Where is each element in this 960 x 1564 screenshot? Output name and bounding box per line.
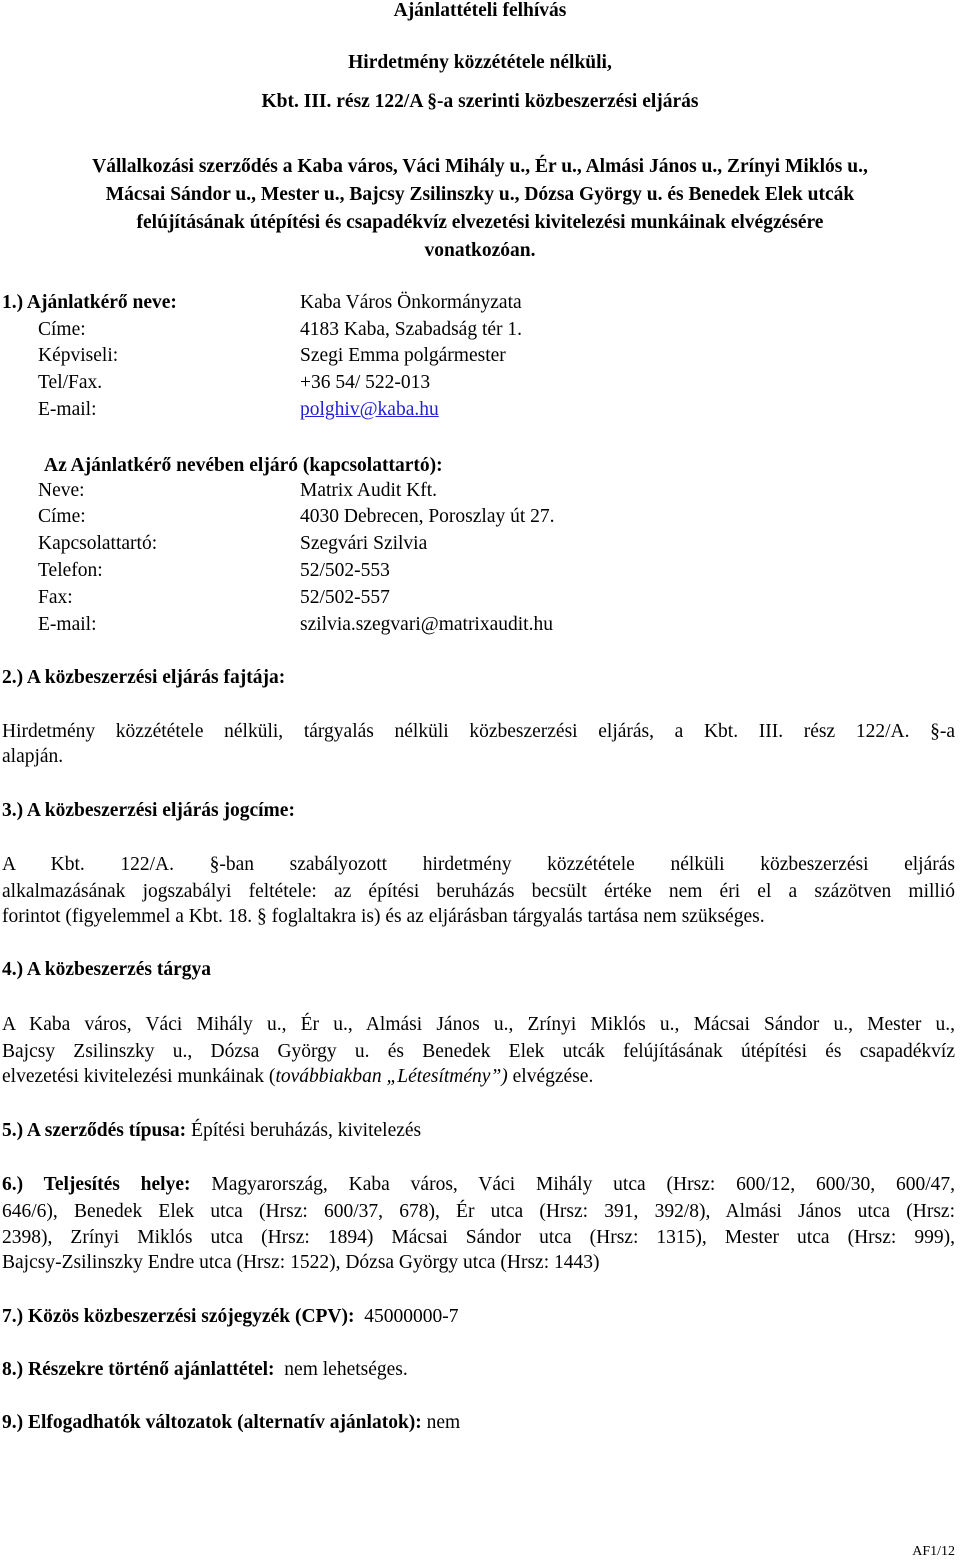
section-4-line-3-start: elvezetési kivitelezési munkáinak ( xyxy=(2,1066,276,1087)
section-3-line-3: forintot (figyelemmel a Kbt. 18. § foglaltakra is) és az eljárásban tárgyalás tartása nem szükséges. xyxy=(2,906,765,927)
section-5-heading: 5.) A szerződés típusa: xyxy=(2,1120,187,1141)
representative-value: Szegi Emma polgármester xyxy=(300,345,506,366)
section-6-line-4: Bajcsy-Zsilinszky Endre utca (Hrsz: 1522), Dózsa György utca (Hrsz: 1443) xyxy=(2,1252,600,1273)
section-6-line-2: 646/6), Benedek Elek utca (Hrsz: 600/37, 678), Ér utca (Hrsz: 391, 392/8), Almási János utca (Hrsz: xyxy=(2,1201,955,1222)
section-2-heading: 2.) A közbeszerzési eljárás fajtája: xyxy=(2,667,286,688)
section-6-line-1 xyxy=(2,1172,955,1199)
subject-line-1: Vállalkozási szerződés a Kaba város, Váci Mihály u., Ér u., Almási János u., Zrínyi Miklós u., xyxy=(92,156,868,177)
section-4-line-3 xyxy=(2,1066,593,1088)
document-title: Ajánlattételi felhívás xyxy=(393,0,567,21)
section-7-heading: 7.) Közös közbeszerzési szójegyzék (CPV): xyxy=(2,1306,355,1327)
section-4-line-3-italic: továbbiakban „Létesítmény”) xyxy=(275,1066,508,1087)
contact-address-value: 4030 Debrecen, Poroszlay út 27. xyxy=(300,506,555,527)
contact-fax-label: Fax: xyxy=(38,587,73,608)
contact-email-value: szilvia.szegvari@matrixaudit.hu xyxy=(300,614,553,635)
section-7-value: 45000000-7 xyxy=(354,1306,459,1327)
contact-address-label: Címe: xyxy=(38,506,86,527)
contact-heading: Az Ajánlatkérő nevében eljáró (kapcsolattartó): xyxy=(44,455,443,476)
email-label: E-mail: xyxy=(38,399,97,420)
section-8-heading: 8.) Részekre történő ajánlattétel: xyxy=(2,1359,275,1380)
section-2-line-2: alapján. xyxy=(2,746,64,767)
section-4-line-1: A Kaba város, Váci Mihály u., Ér u., Almási János u., Zrínyi Miklós u., Mácsai Sándor u., Mester u., xyxy=(2,1014,955,1035)
contact-phone-label: Telefon: xyxy=(38,560,103,581)
address-value: 4183 Kaba, Szabadság tér 1. xyxy=(300,319,523,340)
email-link[interactable]: polghiv@kaba.hu xyxy=(300,399,439,420)
section-8 xyxy=(2,1359,408,1381)
contracting-authority-name: Kaba Város Önkormányzata xyxy=(300,292,522,313)
section-5 xyxy=(2,1120,421,1142)
section-1-heading: 1.) Ajánlatkérő neve: xyxy=(2,292,177,313)
section-9 xyxy=(2,1412,460,1434)
address-label: Címe: xyxy=(38,319,86,340)
subject-line-2: Mácsai Sándor u., Mester u., Bajcsy Zsilinszky u., Dózsa György u. és Benedek Elek utcák xyxy=(105,184,855,205)
section-5-value: Építési beruházás, kivitelezés xyxy=(186,1120,422,1141)
contact-name-value: Matrix Audit Kft. xyxy=(300,480,438,501)
section-4-line-2: Bajcsy Zsilinszky u., Dózsa György u. és Benedek Elek utcák felújításának útépítési és csapadékvíz xyxy=(2,1041,955,1062)
contact-fax-value: 52/502-557 xyxy=(300,587,390,608)
subject-line-3: felújításának útépítési és csapadékvíz elvezetési kivitelezési munkáinak elvégzésére xyxy=(136,212,824,233)
document-subtitle-2: Kbt. III. rész 122/A §-a szerinti közbeszerzési eljárás xyxy=(261,91,699,112)
contact-phone-value: 52/502-553 xyxy=(300,560,390,581)
section-4-line-3-end: elvégzése. xyxy=(507,1066,594,1087)
section-3-heading: 3.) A közbeszerzési eljárás jogcíme: xyxy=(2,800,295,821)
section-8-value: nem lehetséges. xyxy=(274,1359,408,1380)
contact-person-value: Szegvári Szilvia xyxy=(300,533,428,554)
section-6-line-1-text: Magyarország, Kaba város, Váci Mihály utca (Hrsz: 600/12, 600/30, 600/47, xyxy=(190,1174,956,1195)
section-6-line-3: 2398), Zrínyi Miklós utca (Hrsz: 1894) Mácsai Sándor utca (Hrsz: 1315), Mester utca (Hrsz: 999), xyxy=(2,1227,955,1248)
section-4-heading: 4.) A közbeszerzés tárgya xyxy=(2,959,212,980)
section-6-heading: 6.) Teljesítés helye: xyxy=(2,1174,191,1195)
section-2-line-1: Hirdetmény közzététele nélküli, tárgyalás nélküli közbeszerzési eljárás, a Kbt. III. rész 122/A. §-a xyxy=(2,721,955,742)
section-3-line-2: alkalmazásának jogszabályi feltétele: az építési beruházás becsült értéke nem éri el a százötven millió xyxy=(2,881,955,902)
section-9-heading: 9.) Elfogadhatók változatok (alternatív ajánlatok): xyxy=(2,1412,422,1433)
document-subtitle-1: Hirdetmény közzététele nélküli, xyxy=(348,52,612,73)
contact-name-label: Neve: xyxy=(38,480,85,501)
contact-email-label: E-mail: xyxy=(38,614,97,635)
telfax-value: +36 54/ 522-013 xyxy=(300,372,431,393)
section-9-value: nem xyxy=(421,1412,461,1433)
representative-label: Képviseli: xyxy=(38,345,119,366)
section-7 xyxy=(2,1306,459,1328)
contact-person-label: Kapcsolattartó: xyxy=(38,533,158,554)
subject-line-4: vonatkozóan. xyxy=(424,240,536,261)
section-3-line-1: A Kbt. 122/A. §-ban szabályozott hirdetmény közzététele nélküli közbeszerzési eljárás xyxy=(2,854,955,875)
telfax-label: Tel/Fax. xyxy=(38,372,103,393)
page-number: AF1/12 xyxy=(912,1544,955,1559)
